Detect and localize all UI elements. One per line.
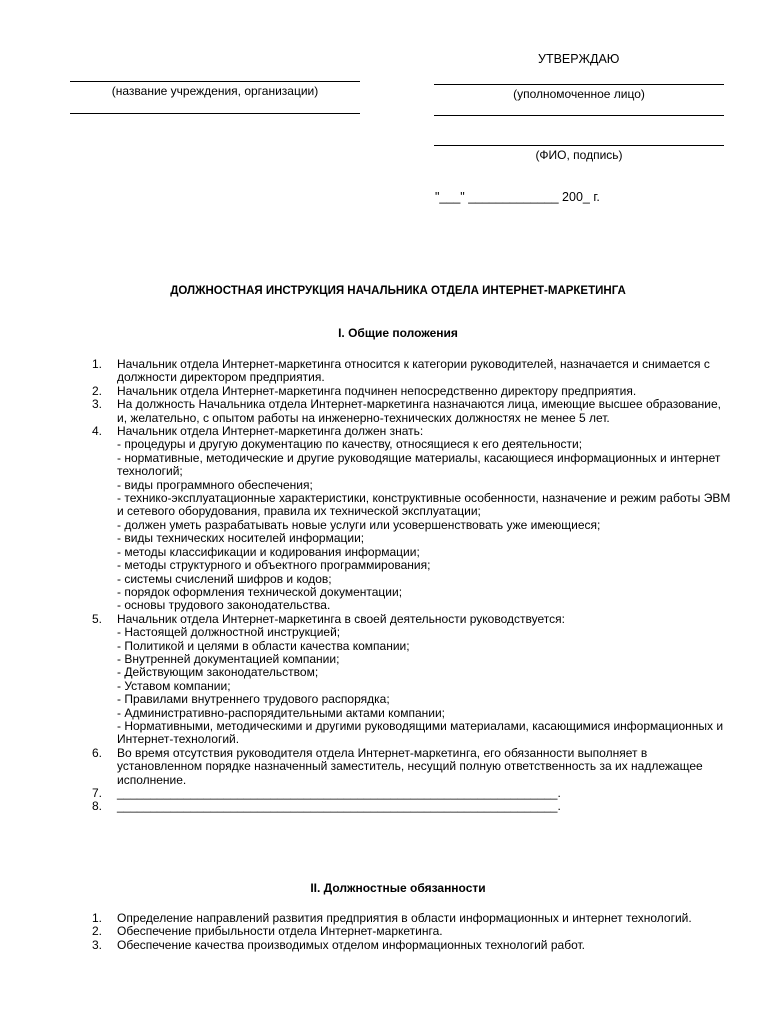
signature-caption: (ФИО, подпись) xyxy=(535,148,623,162)
item-text: Обеспечение качества производимых отделом информационных технологий работ. xyxy=(117,937,585,952)
item-number: 7. xyxy=(92,786,103,800)
sub-item: - методы структурного и объектного программирования; xyxy=(117,558,431,573)
sub-item: - виды программного обеспечения; xyxy=(117,477,313,492)
item-number: 3. xyxy=(92,397,103,412)
sub-item: - Внутренней документацией компании; xyxy=(117,651,340,666)
sub-item: - должен уметь разрабатывать новые услуги или усовершенствовать уже имеющиеся; xyxy=(117,517,601,532)
list-item xyxy=(92,747,732,787)
authorized-person-line xyxy=(434,84,724,85)
sub-item: - нормативные, методические и другие руководящие материалы, касающиеся информационных и интернет технологий; xyxy=(117,450,721,479)
list-item xyxy=(92,912,732,925)
item-text: __________________________________________________________________. xyxy=(117,786,561,800)
item-number: 8. xyxy=(92,799,103,814)
item-text: Начальник отдела Интернет-маркетинга должен знать: xyxy=(117,424,424,439)
item-number: 1. xyxy=(92,357,103,371)
authorized-person-line-2 xyxy=(434,115,724,116)
item-text: Во время отсутствия руководителя отдела Интернет-маркетинга, его обязанности выполняет в установленном порядке назначенный заместитель, несущий полную ответственность за их надлежащее исполнение. xyxy=(117,745,703,787)
list-item xyxy=(92,385,732,398)
organization-name-line xyxy=(70,81,360,82)
sub-item: - Нормативными, методическими и другими руководящими материалами, касающимися информационных и Интернет-технологий. xyxy=(117,718,724,747)
sub-item: - Действующим законодательством; xyxy=(117,665,319,680)
list-item xyxy=(92,800,732,813)
list-item xyxy=(92,787,732,800)
section-list xyxy=(92,912,732,952)
organization-name-line-2 xyxy=(70,113,360,114)
sub-item: - системы счислений шифров и кодов; xyxy=(117,571,332,586)
item-text: На должность Начальника отдела Интернет-маркетинга назначаются лица, имеющие высшее образование, и, желательно, с опытом работы на инженерно-технических должностях не менее 5 лет. xyxy=(117,397,722,425)
list-item xyxy=(92,613,732,747)
item-text: Начальник отдела Интернет-маркетинга в своей деятельности руководствуется: xyxy=(117,611,565,626)
list-item xyxy=(92,358,732,385)
list-item xyxy=(92,425,732,613)
sub-item: - Политикой и целями в области качества компании; xyxy=(117,638,410,653)
item-number: 4. xyxy=(92,424,103,439)
item-number: 5. xyxy=(92,611,103,626)
item-number: 2. xyxy=(92,383,103,398)
list-item xyxy=(92,398,732,425)
item-text: __________________________________________________________________. xyxy=(117,799,561,814)
section-title: I. Общие положения xyxy=(338,326,458,340)
item-text: Обеспечение прибыльности отдела Интернет-маркетинга. xyxy=(117,924,443,939)
item-number: 2. xyxy=(92,924,103,939)
sub-item: - виды технических носителей информации; xyxy=(117,531,365,546)
item-text: Начальник отдела Интернет-маркетинга подчинен непосредственно директору предприятия. xyxy=(117,383,637,398)
sub-item: - основы трудового законодательства. xyxy=(117,598,331,613)
sub-item: - Уставом компании; xyxy=(117,678,231,693)
authorized-person-caption: (уполномоченное лицо) xyxy=(513,87,645,101)
approval-heading: УТВЕРЖДАЮ xyxy=(538,52,620,66)
item-text: Определение направлений развития предприятия в области информационных и интернет технологий. xyxy=(117,911,692,925)
sub-item: - Правилами внутреннего трудового распорядка; xyxy=(117,692,390,707)
list-item xyxy=(92,939,732,952)
item-number: 3. xyxy=(92,937,103,952)
sub-item: - Административно-распорядительными актами компании; xyxy=(117,705,445,720)
approval-date-line: "___" _____________ 200_ г. xyxy=(435,190,600,204)
sub-item: - методы классификации и кодирования информации; xyxy=(117,544,420,559)
item-number: 1. xyxy=(92,911,103,925)
sub-item: - технико-эксплуатационные характеристики, конструктивные особенности, назначение и режим работы ЭВМ и сетевого оборудования, правила их технической эксплуатации; xyxy=(117,491,731,519)
signature-line xyxy=(434,145,724,146)
sub-item: - процедуры и другую документацию по качеству, относящиеся к его деятельности; xyxy=(117,437,583,452)
sub-item: - порядок оформления технической документации; xyxy=(117,584,403,599)
sub-item: - Настоящей должностной инструкцией; xyxy=(117,625,341,640)
item-text: Начальник отдела Интернет-маркетинга относится к категории руководителей, назначается и снимается с должности директором предприятия. xyxy=(117,357,710,385)
item-number: 6. xyxy=(92,745,103,760)
section-list xyxy=(92,358,732,814)
list-item xyxy=(92,925,732,938)
section-title: II. Должностные обязанности xyxy=(310,881,486,895)
document-title: ДОЛЖНОСТНАЯ ИНСТРУКЦИЯ НАЧАЛЬНИКА ОТДЕЛА ИНТЕРНЕТ-МАРКЕТИНГА xyxy=(170,285,626,297)
organization-caption: (название учреждения, организации) xyxy=(111,84,319,98)
